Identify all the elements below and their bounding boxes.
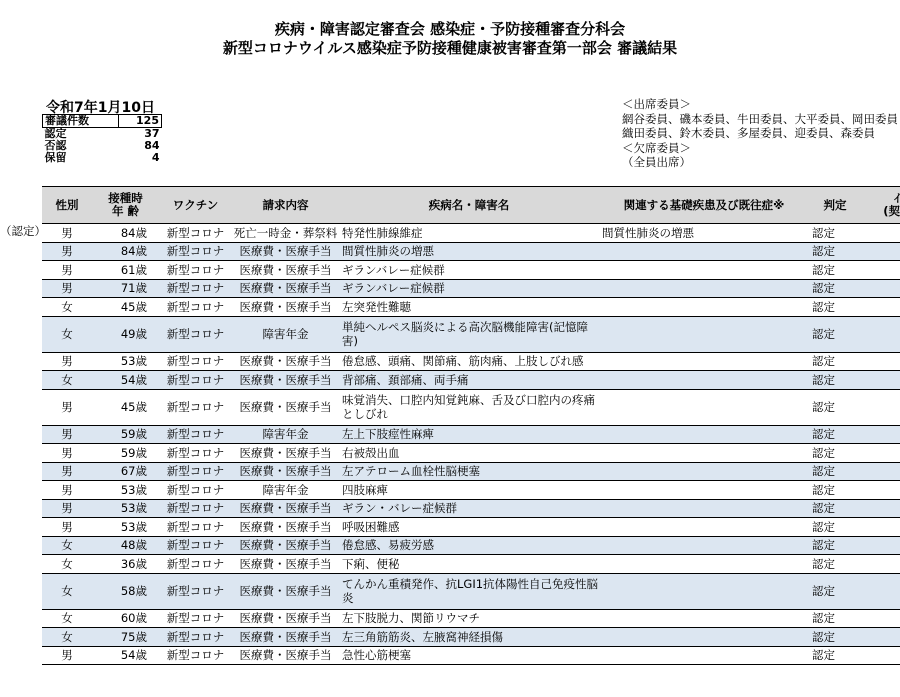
cell-judgment: 認定	[809, 371, 861, 390]
cell-judgment: 認定	[809, 555, 861, 574]
table-row	[42, 536, 900, 555]
cell-related-conditions	[599, 555, 809, 574]
absent-heading: ＜欠席委員＞	[622, 140, 691, 155]
cell-claim: 医療費・医療手当	[232, 499, 339, 518]
cell-cut	[861, 425, 900, 444]
cell-related-conditions	[599, 352, 809, 371]
cell-judgment: 認定	[809, 481, 861, 500]
cell-related-conditions	[599, 242, 809, 261]
header-age-line2: 年 齢	[111, 204, 139, 218]
cell-age: 71歳	[92, 279, 159, 298]
cell-related-conditions	[599, 298, 809, 317]
cell-related-conditions	[599, 425, 809, 444]
cell-cut	[861, 628, 900, 647]
results-body	[42, 224, 900, 665]
cell-disease: てんかん重積発作、抗LGI1抗体陽性自己免疫性脳炎	[339, 573, 599, 609]
cell-vaccine: 新型コロナ	[159, 352, 232, 371]
cell-cut	[861, 646, 900, 665]
cell-vaccine: 新型コロナ	[159, 481, 232, 500]
cell-vaccine: 新型コロナ	[159, 279, 232, 298]
cell-cut	[861, 536, 900, 555]
section-label: （認定）	[0, 224, 46, 238]
cell-related-conditions	[599, 518, 809, 537]
cell-sex: 男	[42, 242, 92, 261]
cell-sex: 女	[42, 609, 92, 628]
cell-claim: 医療費・医療手当	[232, 536, 339, 555]
document-title-line1: 疾病・障害認定審査会 感染症・予防接種審査分科会	[274, 20, 626, 38]
count-label: 認定	[44, 127, 67, 140]
cell-cut	[861, 279, 900, 298]
table-row	[42, 352, 900, 371]
cell-sex: 女	[42, 573, 92, 609]
cell-disease: 急性心筋梗塞	[339, 646, 599, 665]
table-row	[42, 499, 900, 518]
table-row	[42, 242, 900, 261]
table-row	[42, 646, 900, 665]
cell-disease: 左突発性難聴	[339, 298, 599, 317]
header-age	[92, 187, 159, 224]
cell-cut	[861, 518, 900, 537]
table-row	[42, 573, 900, 609]
cell-cut	[861, 389, 900, 425]
cell-related-conditions	[599, 389, 809, 425]
cell-sex: 女	[42, 628, 92, 647]
cell-claim: 医療費・医療手当	[232, 518, 339, 537]
cell-disease: 左上下肢痙性麻痺	[339, 425, 599, 444]
cell-age: 54歳	[92, 646, 159, 665]
cell-claim: 医療費・医療手当	[232, 462, 339, 481]
cell-disease: 左アテローム血栓性脳梗塞	[339, 462, 599, 481]
cell-sex: 男	[42, 444, 92, 463]
table-row	[42, 609, 900, 628]
cell-related-conditions: 間質性肺炎の増悪	[599, 224, 809, 243]
cell-sex: 女	[42, 555, 92, 574]
members-block	[622, 97, 898, 170]
cell-judgment: 認定	[809, 224, 861, 243]
count-value: 4	[151, 151, 160, 164]
cell-age: 61歳	[92, 261, 159, 280]
cell-sex: 男	[42, 499, 92, 518]
table-row	[42, 555, 900, 574]
count-value: 37	[144, 127, 160, 140]
cell-related-conditions	[599, 609, 809, 628]
table-header-row	[42, 187, 900, 224]
absent-members: （全員出席）	[622, 155, 691, 169]
cell-judgment: 認定	[809, 279, 861, 298]
cell-vaccine: 新型コロナ	[159, 573, 232, 609]
cell-judgment: 認定	[809, 242, 861, 261]
table-row	[42, 462, 900, 481]
cell-age: 45歳	[92, 298, 159, 317]
cell-age: 84歳	[92, 224, 159, 243]
cell-age: 53歳	[92, 352, 159, 371]
cell-sex: 男	[42, 481, 92, 500]
cell-claim: 医療費・医療手当	[232, 609, 339, 628]
table-row	[42, 316, 900, 352]
table-row	[42, 371, 900, 390]
count-label: 保留	[44, 151, 67, 164]
cell-related-conditions	[599, 628, 809, 647]
cell-age: 60歳	[92, 609, 159, 628]
results-table	[42, 186, 900, 665]
table-row	[42, 425, 900, 444]
cell-age: 67歳	[92, 462, 159, 481]
header-judgment: 判定	[809, 187, 861, 224]
document-title-line2: 新型コロナウイルス感染症予防接種健康被害審査第一部会 審議結果	[222, 39, 678, 57]
cell-age: 36歳	[92, 555, 159, 574]
cell-claim: 障害年金	[232, 316, 339, 352]
cell-disease: ギラン・バレー症候群	[339, 499, 599, 518]
table-row	[42, 481, 900, 500]
cell-related-conditions	[599, 536, 809, 555]
cell-related-conditions	[599, 444, 809, 463]
cell-related-conditions	[599, 261, 809, 280]
cell-vaccine: 新型コロナ	[159, 425, 232, 444]
cell-age: 84歳	[92, 242, 159, 261]
cell-age: 53歳	[92, 499, 159, 518]
cell-age: 53歳	[92, 518, 159, 537]
cell-judgment: 認定	[809, 573, 861, 609]
cell-judgment: 認定	[809, 462, 861, 481]
cell-claim: 医療費・医療手当	[232, 352, 339, 371]
header-sex: 性別	[42, 187, 92, 224]
cell-claim: 障害年金	[232, 425, 339, 444]
cell-claim: 医療費・医療手当	[232, 646, 339, 665]
cell-vaccine: 新型コロナ	[159, 298, 232, 317]
cell-vaccine: 新型コロナ	[159, 261, 232, 280]
cell-disease: 背部痛、頚部痛、両手痛	[339, 371, 599, 390]
cell-vaccine: 新型コロナ	[159, 555, 232, 574]
cell-judgment: 認定	[809, 261, 861, 280]
cell-cut	[861, 261, 900, 280]
count-label: 審議件数	[43, 115, 119, 128]
count-label: 否認	[44, 139, 67, 152]
cell-cut	[861, 573, 900, 609]
cell-cut	[861, 352, 900, 371]
cell-claim: 医療費・医療手当	[232, 298, 339, 317]
present-heading: ＜出席委員＞	[622, 97, 691, 111]
cell-cut	[861, 298, 900, 317]
cell-claim: 医療費・医療手当	[232, 242, 339, 261]
cell-disease: 倦怠感、易疲労感	[339, 536, 599, 555]
cell-vaccine: 新型コロナ	[159, 242, 232, 261]
cell-judgment: 認定	[809, 518, 861, 537]
count-value: 125	[118, 115, 161, 128]
cell-claim: 障害年金	[232, 481, 339, 500]
cell-age: 75歳	[92, 628, 159, 647]
cell-age: 48歳	[92, 536, 159, 555]
cell-claim: 医療費・医療手当	[232, 444, 339, 463]
table-row	[42, 518, 900, 537]
meeting-date: 令和7年1月10日	[46, 100, 155, 116]
table-row	[42, 298, 900, 317]
header-disease: 疾病名・障害名	[339, 187, 599, 224]
cell-cut	[861, 481, 900, 500]
cell-judgment: 認定	[809, 499, 861, 518]
cell-vaccine: 新型コロナ	[159, 518, 232, 537]
header-claim: 請求内容	[232, 187, 339, 224]
cell-cut	[861, 499, 900, 518]
table-row	[42, 224, 900, 243]
cell-judgment: 認定	[809, 444, 861, 463]
cell-cut	[861, 444, 900, 463]
table-row	[42, 444, 900, 463]
cell-disease: 左下肢脱力、関節リウマチ	[339, 609, 599, 628]
table-row	[42, 628, 900, 647]
cell-judgment: 認定	[809, 316, 861, 352]
present-members-line1: 網谷委員、磯本委員、牛田委員、大平委員、岡田委員	[622, 111, 898, 126]
cell-vaccine: 新型コロナ	[159, 462, 232, 481]
cell-related-conditions	[599, 646, 809, 665]
cell-vaccine: 新型コロナ	[159, 646, 232, 665]
cell-vaccine: 新型コロナ	[159, 536, 232, 555]
cell-disease: 特発性肺線維症	[339, 224, 599, 243]
count-row	[43, 152, 162, 164]
cell-disease: 味覚消失、口腔内知覚鈍麻、舌及び口腔内の疼痛としびれ	[339, 389, 599, 425]
count-value: 84	[144, 139, 160, 152]
cell-judgment: 認定	[809, 425, 861, 444]
cell-claim: 医療費・医療手当	[232, 389, 339, 425]
cell-judgment: 認定	[809, 628, 861, 647]
cell-vaccine: 新型コロナ	[159, 389, 232, 425]
cell-claim: 医療費・医療手当	[232, 261, 339, 280]
cell-age: 54歳	[92, 371, 159, 390]
cell-vaccine: 新型コロナ	[159, 444, 232, 463]
table-row	[42, 261, 900, 280]
cell-judgment: 認定	[809, 298, 861, 317]
cell-sex: 女	[42, 371, 92, 390]
cell-vaccine: 新型コロナ	[159, 609, 232, 628]
cell-age: 53歳	[92, 481, 159, 500]
cell-cut	[861, 242, 900, 261]
header-related-conditions: 関連する基礎疾患及び既往症※	[599, 187, 809, 224]
cell-disease: 倦怠感、頭痛、関節痛、筋肉痛、上肢しびれ感	[339, 352, 599, 371]
cell-age: 59歳	[92, 444, 159, 463]
cell-judgment: 認定	[809, 352, 861, 371]
cell-related-conditions	[599, 481, 809, 500]
cell-disease: 呼吸困難感	[339, 518, 599, 537]
cell-related-conditions	[599, 573, 809, 609]
cell-judgment: 認定	[809, 646, 861, 665]
present-members-line2: 織田委員、鈴木委員、多屋委員、迎委員、森委員	[622, 126, 875, 140]
cell-vaccine: 新型コロナ	[159, 224, 232, 243]
cell-cut	[861, 609, 900, 628]
header-cut-line2: (契	[883, 204, 900, 218]
cell-claim: 医療費・医療手当	[232, 279, 339, 298]
cell-cut	[861, 462, 900, 481]
cell-claim: 医療費・医療手当	[232, 371, 339, 390]
cell-cut	[861, 316, 900, 352]
cell-disease: 間質性肺炎の増悪	[339, 242, 599, 261]
cell-disease: 右被殻出血	[339, 444, 599, 463]
cell-sex: 男	[42, 261, 92, 280]
cell-claim: 医療費・医療手当	[232, 573, 339, 609]
cell-age: 49歳	[92, 316, 159, 352]
cell-judgment: 認定	[809, 609, 861, 628]
cell-claim: 医療費・医療手当	[232, 555, 339, 574]
cell-related-conditions	[599, 462, 809, 481]
cell-disease: 単純ヘルペス脳炎による高次脳機能障害(記憶障害)	[339, 316, 599, 352]
cell-related-conditions	[599, 279, 809, 298]
cell-disease: ギランバレー症候群	[339, 279, 599, 298]
cell-sex: 男	[42, 518, 92, 537]
cell-cut	[861, 371, 900, 390]
header-cut-line1: ｲ	[894, 191, 900, 205]
header-age-line1: 接種時	[108, 191, 143, 205]
cell-age: 59歳	[92, 425, 159, 444]
cell-judgment: 認定	[809, 389, 861, 425]
header-vaccine: ワクチン	[159, 187, 232, 224]
header-cut-column	[861, 187, 900, 224]
cell-sex: 女	[42, 298, 92, 317]
cell-sex: 男	[42, 462, 92, 481]
table-row	[42, 279, 900, 298]
cell-disease: 四肢麻痺	[339, 481, 599, 500]
cell-age: 58歳	[92, 573, 159, 609]
cell-vaccine: 新型コロナ	[159, 628, 232, 647]
cell-sex: 男	[42, 224, 92, 243]
table-row	[42, 389, 900, 425]
cell-claim: 死亡一時金・葬祭料	[232, 224, 339, 243]
cell-vaccine: 新型コロナ	[159, 371, 232, 390]
cell-judgment: 認定	[809, 536, 861, 555]
cell-sex: 女	[42, 316, 92, 352]
counts-table	[42, 114, 162, 164]
cell-disease: 下痢、便秘	[339, 555, 599, 574]
cell-related-conditions	[599, 499, 809, 518]
cell-cut	[861, 555, 900, 574]
cell-sex: 女	[42, 536, 92, 555]
cell-sex: 男	[42, 279, 92, 298]
cell-related-conditions	[599, 316, 809, 352]
cell-sex: 男	[42, 646, 92, 665]
cell-age: 45歳	[92, 389, 159, 425]
cell-vaccine: 新型コロナ	[159, 316, 232, 352]
cell-sex: 男	[42, 389, 92, 425]
cell-disease: ギランバレー症候群	[339, 261, 599, 280]
cell-related-conditions	[599, 371, 809, 390]
cell-disease: 左三角筋筋炎、左腋窩神経損傷	[339, 628, 599, 647]
cell-claim: 医療費・医療手当	[232, 628, 339, 647]
count-row	[43, 115, 162, 128]
cell-sex: 男	[42, 352, 92, 371]
cell-vaccine: 新型コロナ	[159, 499, 232, 518]
cell-cut	[861, 224, 900, 243]
cell-sex: 男	[42, 425, 92, 444]
